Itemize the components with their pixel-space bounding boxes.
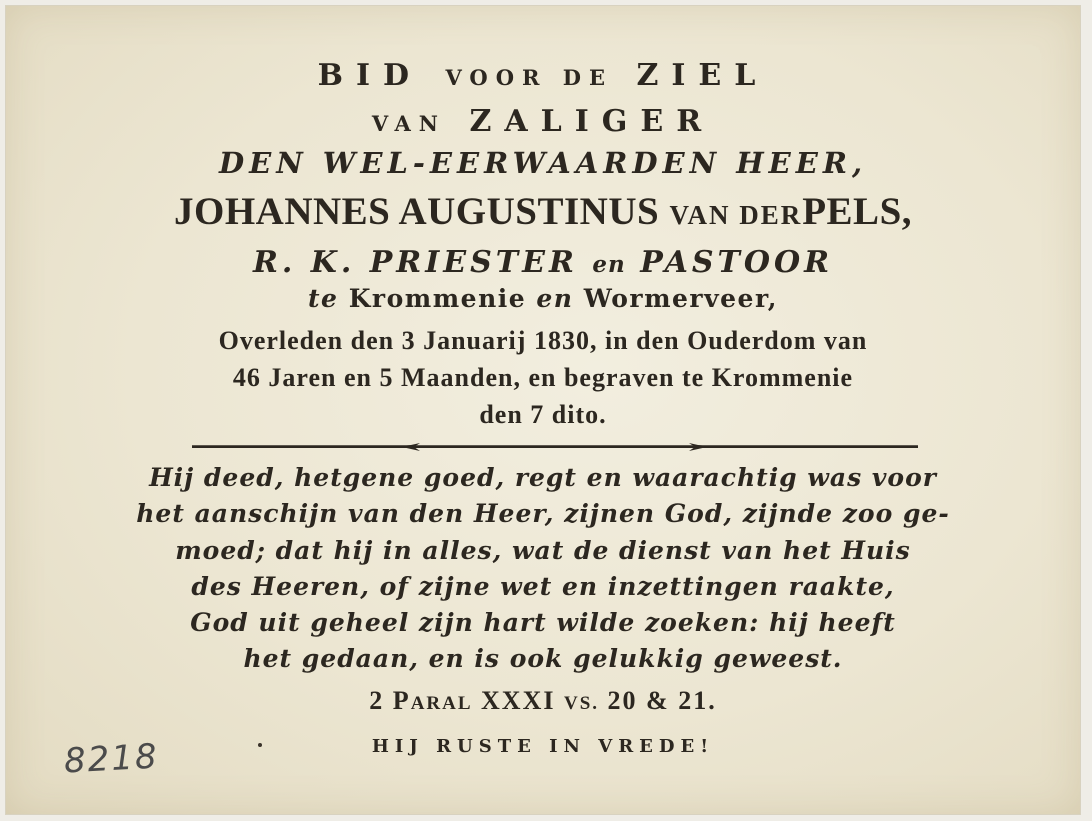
heading-word-zaliger: ZALIGER (469, 104, 715, 139)
reference-vs: VS. (563, 693, 600, 714)
heading-word-bid: BID (317, 58, 423, 93)
heading-line-1 (6, 58, 1080, 93)
deceased-given-names: JOHANNES AUGUSTINUS (173, 190, 660, 233)
closing-phrase: HIJ RUSTE IN VREDE! (371, 736, 715, 757)
age-burial-line: 46 Jaren en 5 Maanden, en begraven te Krommenie (232, 363, 854, 392)
heading-line-2 (6, 104, 1080, 139)
scripture-reference (6, 686, 1080, 716)
burial-date-line: den 7 dito. (479, 400, 607, 429)
deceased-name (6, 189, 1080, 234)
ornamental-divider (192, 442, 918, 452)
verse-line: het gedaan, en is ook gelukkig geweest. (243, 644, 843, 673)
verse-line: het aanschijn van den Heer, zijnen God, zijnde zoo ge- (136, 499, 950, 528)
verse-line: Hij deed, hetgene goed, regt en waarachtig was voor (149, 463, 937, 492)
reference-book-initial: 2 P (369, 686, 411, 715)
verse-line: God uit geheel zijn hart wilde zoeken: hij heeft (190, 608, 896, 637)
heading-word-van: VAN (371, 111, 446, 136)
reference-chapter: XXXI (481, 686, 556, 715)
title-honorific: DEN WEL-EERWAARDEN HEER, (218, 146, 868, 180)
parish-krommenie: Krommenie (348, 284, 527, 313)
parish-te: te (308, 284, 339, 313)
heading-word-ziel: ZIEL (636, 58, 769, 93)
death-date-line: Overleden den 3 Januarij 1830, in den Ouderdom van (218, 326, 868, 355)
deceased-surname: PELS, (802, 190, 913, 233)
office-priest: R. K. PRIESTER (252, 245, 578, 280)
parish-en: en (536, 284, 574, 313)
deceased-prefix: VAN DER (669, 200, 803, 230)
parish-line (6, 284, 1080, 313)
reference-verses: 20 & 21. (607, 686, 717, 715)
office-pastor: PASTOOR (640, 245, 834, 280)
heading-word-voor-de: VOOR DE (445, 65, 613, 90)
office-conjunction: en (592, 251, 626, 278)
verse-line: des Heeren, of zijne wet en inzettingen raakte, (191, 572, 895, 601)
office-line (6, 245, 1080, 280)
verse-line: moed; dat hij in alles, wat de dienst van het Huis (175, 536, 911, 565)
reference-book-rest: ARAL (410, 693, 473, 714)
handwritten-inventory-number: 8218 (63, 736, 160, 782)
parish-wormerveer: Wormerveer, (583, 284, 778, 313)
memorial-card (6, 6, 1080, 814)
